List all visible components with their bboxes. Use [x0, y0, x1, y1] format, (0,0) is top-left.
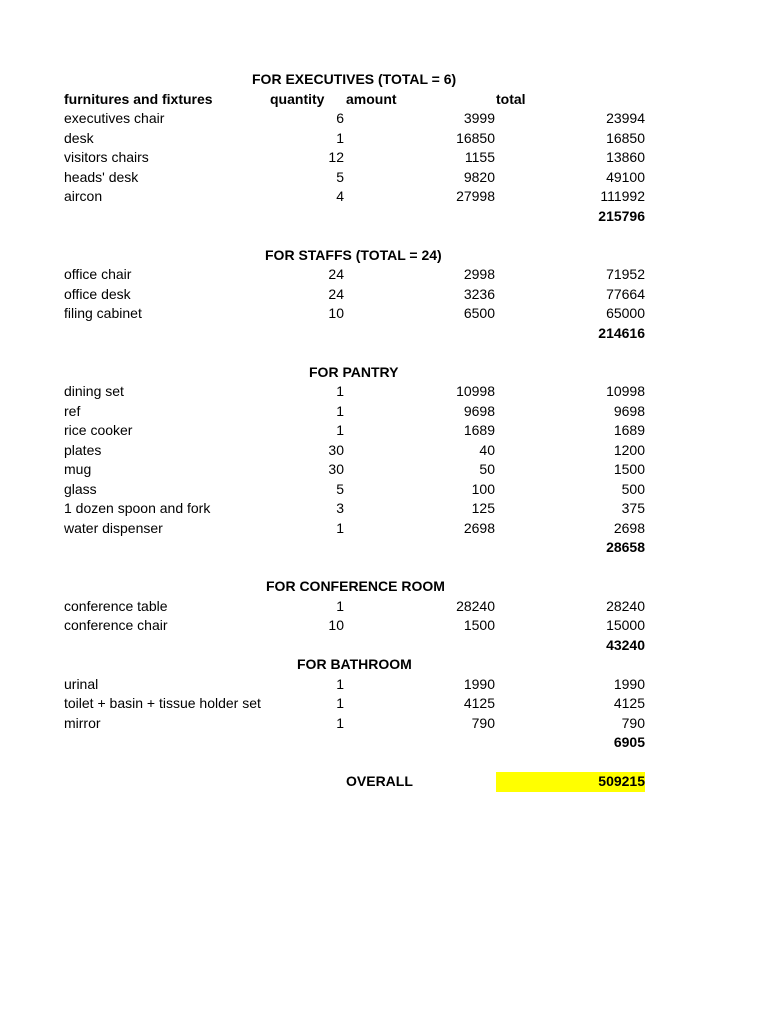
item-name: aircon	[64, 188, 103, 204]
item-amount: 27998	[456, 188, 495, 204]
item-quantity: 6	[336, 110, 344, 126]
section-title-conference: FOR CONFERENCE ROOM	[266, 578, 445, 594]
table-row	[0, 519, 768, 539]
item-total: 10998	[606, 383, 645, 399]
section-title-row	[0, 655, 768, 675]
item-quantity: 24	[328, 266, 344, 282]
item-total: 28240	[606, 597, 645, 614]
item-amount: 50	[479, 461, 495, 477]
item-total: 790	[621, 714, 645, 731]
blank-row	[0, 226, 768, 246]
item-quantity: 5	[336, 480, 344, 497]
table-row	[0, 499, 768, 519]
item-amount: 9698	[463, 402, 495, 419]
blank-row	[0, 753, 768, 773]
subtotal-row	[0, 636, 768, 656]
item-name: filing cabinet	[64, 305, 142, 321]
item-total: 2698	[613, 519, 645, 536]
item-total: 71952	[606, 266, 645, 282]
subtotal-conference: 43240	[606, 636, 645, 653]
item-amount: 1500	[463, 617, 495, 633]
header-item: furnitures and fixtures	[64, 90, 213, 107]
section-title-executives: FOR EXECUTIVES (TOTAL = 6)	[252, 71, 457, 87]
item-name: glass	[64, 480, 97, 497]
section-title-bathroom: FOR BATHROOM	[297, 656, 412, 672]
subtotal-row	[0, 324, 768, 344]
table-row	[0, 265, 768, 285]
item-amount: 3999	[463, 110, 495, 126]
table-row	[0, 187, 768, 207]
item-quantity: 10	[328, 617, 344, 633]
item-total: 1990	[613, 675, 645, 692]
item-name: 1 dozen spoon and fork	[64, 500, 211, 516]
table-row	[0, 285, 768, 305]
item-amount: 1990	[463, 675, 495, 692]
item-total: 65000	[606, 305, 645, 321]
table-row	[0, 480, 768, 500]
blank-row	[0, 558, 768, 578]
item-quantity: 10	[328, 305, 344, 321]
item-name: toilet + basin + tissue holder set	[64, 695, 261, 711]
subtotal-executives: 215796	[598, 207, 645, 224]
item-amount: 4125	[463, 695, 495, 711]
item-name: office chair	[64, 266, 132, 282]
item-name: office desk	[64, 285, 131, 302]
item-quantity: 1	[336, 597, 344, 614]
item-quantity: 3	[336, 500, 344, 516]
item-amount: 1155	[464, 149, 495, 165]
item-total: 375	[621, 500, 645, 516]
table-row	[0, 402, 768, 422]
item-name: plates	[64, 441, 102, 458]
item-amount: 9820	[463, 168, 495, 185]
header-quantity: quantity	[270, 90, 325, 107]
section-title-row	[0, 70, 768, 90]
item-name: urinal	[64, 675, 99, 692]
item-amount: 16850	[456, 129, 495, 146]
header-amount: amount	[346, 90, 397, 107]
item-quantity: 30	[328, 441, 344, 458]
item-amount: 100	[471, 480, 495, 497]
table-row	[0, 421, 768, 441]
item-total: 23994	[606, 110, 645, 126]
item-name: water dispenser	[64, 519, 163, 536]
item-name: heads' desk	[64, 168, 139, 185]
subtotal-staffs: 214616	[598, 324, 645, 341]
item-total: 4125	[613, 695, 645, 711]
item-total: 1689	[613, 422, 645, 438]
item-total: 1200	[613, 441, 645, 458]
table-row	[0, 382, 768, 402]
item-total: 1500	[613, 461, 645, 477]
item-quantity: 1	[336, 422, 344, 438]
item-amount: 2998	[463, 266, 495, 282]
item-amount: 2698	[463, 519, 495, 536]
overall-value: 509215	[496, 772, 645, 792]
item-total: 500	[621, 480, 645, 497]
item-total: 15000	[606, 617, 645, 633]
item-amount: 6500	[463, 305, 495, 321]
table-row	[0, 441, 768, 461]
section-title-row	[0, 577, 768, 597]
item-quantity: 1	[336, 383, 344, 399]
item-amount: 3236	[463, 285, 495, 302]
item-name: conference table	[64, 597, 168, 614]
item-quantity: 1	[336, 402, 344, 419]
subtotal-row	[0, 207, 768, 227]
item-name: dining set	[64, 383, 124, 399]
item-total: 9698	[613, 402, 645, 419]
column-header-row	[0, 90, 768, 110]
item-total: 13860	[606, 149, 645, 165]
table-row	[0, 597, 768, 617]
table-row	[0, 616, 768, 636]
item-quantity: 4	[336, 188, 344, 204]
item-name: executives chair	[64, 110, 165, 126]
item-name: ref	[64, 402, 81, 419]
section-title-row	[0, 363, 768, 383]
item-amount: 28240	[456, 597, 495, 614]
table-row	[0, 129, 768, 149]
item-name: desk	[64, 129, 94, 146]
item-quantity: 30	[328, 461, 344, 477]
header-total: total	[496, 90, 526, 107]
section-title-staffs: FOR STAFFS (TOTAL = 24)	[265, 246, 442, 263]
item-name: rice cooker	[64, 422, 133, 438]
item-amount: 10998	[456, 383, 495, 399]
table-row	[0, 168, 768, 188]
table-row	[0, 714, 768, 734]
table-row	[0, 694, 768, 714]
section-title-row	[0, 246, 768, 266]
item-name: mirror	[64, 714, 101, 731]
overall-row	[0, 772, 768, 792]
item-quantity: 1	[336, 675, 344, 692]
item-amount: 790	[471, 714, 495, 731]
table-row	[0, 675, 768, 695]
table-row	[0, 460, 768, 480]
item-total: 49100	[606, 168, 645, 185]
overall-label: OVERALL	[346, 773, 413, 789]
table-row	[0, 148, 768, 168]
item-quantity: 24	[328, 285, 344, 302]
subtotal-bathroom: 6905	[613, 734, 645, 750]
item-quantity: 12	[328, 149, 344, 165]
item-quantity: 1	[336, 519, 344, 536]
table-row	[0, 304, 768, 324]
item-quantity: 1	[336, 129, 344, 146]
blank-row	[0, 343, 768, 363]
section-title-pantry: FOR PANTRY	[309, 363, 399, 380]
subtotal-row	[0, 733, 768, 753]
item-total: 16850	[606, 129, 645, 146]
item-amount: 1689	[463, 422, 495, 438]
subtotal-pantry: 28658	[606, 539, 645, 555]
item-total: 77664	[606, 285, 645, 302]
item-quantity: 5	[336, 168, 344, 185]
spreadsheet	[0, 70, 768, 792]
item-amount: 40	[479, 441, 495, 458]
item-name: mug	[64, 461, 92, 477]
item-name: visitors chairs	[64, 149, 149, 165]
subtotal-row	[0, 538, 768, 558]
item-total: 111992	[600, 188, 645, 204]
item-name: conference chair	[64, 617, 168, 633]
item-quantity: 1	[336, 714, 344, 731]
item-amount: 125	[471, 500, 495, 516]
table-row	[0, 109, 768, 129]
item-quantity: 1	[336, 695, 344, 711]
